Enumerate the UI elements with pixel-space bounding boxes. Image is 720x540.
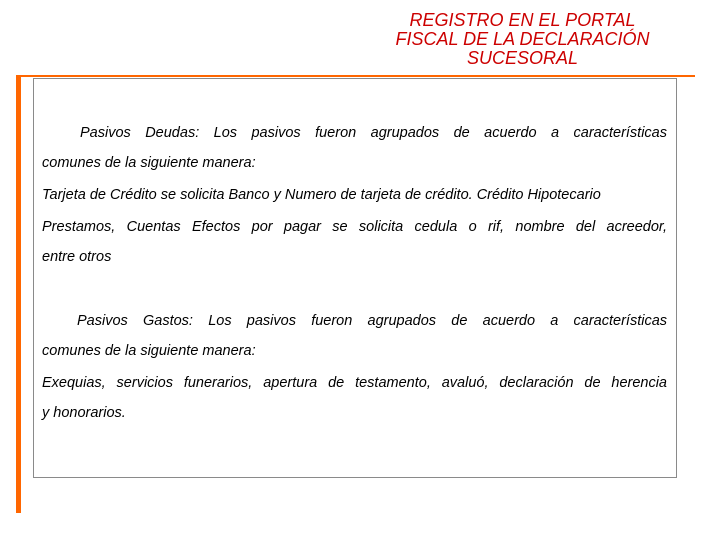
slide-title-line-2: FISCAL DE LA DECLARACIÓN xyxy=(395,29,650,49)
slide-title-line-3: SUCESORAL xyxy=(466,48,579,68)
deudas-intro-line-1 xyxy=(80,124,667,142)
orange-accent-horizontal-line xyxy=(16,75,695,77)
gastos-item-line-2: y honorarios. xyxy=(42,405,126,421)
deudas-item-line-2: Prestamos, Cuentas Efectos por pagar se solicita cedula o rif, nombre del acreedor, xyxy=(42,219,667,235)
gastos-label: Pasivos Gastos: xyxy=(77,313,193,329)
deudas-item-line-3: entre otros xyxy=(42,249,112,265)
deudas-label: Pasivos Deudas: xyxy=(80,125,200,141)
deudas-intro-line-2: comunes de la siguiente manera: xyxy=(42,155,256,171)
gastos-intro-line-1 xyxy=(77,312,667,330)
deudas-intro-text: Los pasivos fueron agrupados de acuerdo a características xyxy=(213,125,668,141)
gastos-intro-line-2: comunes de la siguiente manera: xyxy=(42,343,256,359)
slide-title-line-1: REGISTRO EN EL PORTAL xyxy=(409,10,636,30)
gastos-intro-text: Los pasivos fueron agrupados de acuerdo a características xyxy=(208,313,668,329)
slide-title xyxy=(350,11,695,68)
deudas-item-line-1: Tarjeta de Crédito se solicita Banco y Numero de tarjeta de crédito. Crédito Hipotecario xyxy=(42,187,601,203)
orange-accent-vertical-bar xyxy=(16,75,21,513)
gastos-item-line-1: Exequias, servicios funerarios, apertura de testamento, avaluó, declaración de herencia xyxy=(42,375,667,391)
